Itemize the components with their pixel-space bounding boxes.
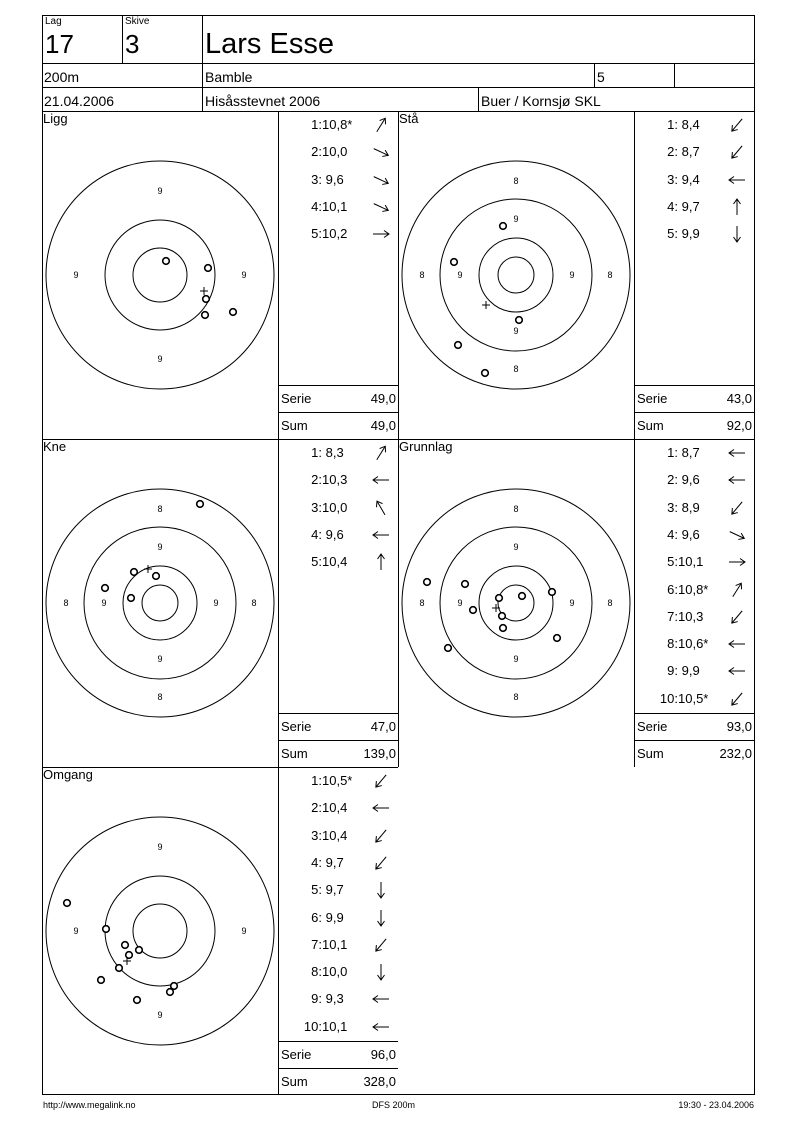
- shot-hole: [230, 309, 237, 316]
- ring-label: 8: [419, 270, 425, 280]
- ring-label: 9: [213, 598, 219, 608]
- shot-hole: [203, 296, 210, 303]
- shot-hole: [549, 589, 556, 596]
- shot-row: [280, 500, 398, 516]
- shot-hole: [205, 265, 212, 272]
- direction-arrow-icon: [372, 444, 390, 462]
- direction-arrow-icon: [372, 963, 390, 981]
- target-ring: [402, 161, 630, 389]
- ring-label: 9: [457, 270, 463, 280]
- shot-hole: [500, 223, 507, 230]
- shot-hole: [116, 965, 123, 972]
- lag-value: 17: [45, 29, 74, 59]
- shot-hole: [136, 947, 143, 954]
- shot-value: 8,9: [678, 499, 700, 515]
- center-of-group-cross: [492, 604, 500, 612]
- shot-number: 1:: [311, 773, 322, 788]
- center-of-group-cross: [200, 287, 208, 295]
- shot-value: 10,8*: [678, 581, 709, 597]
- direction-arrow-icon: [728, 116, 746, 134]
- shot-row: [280, 991, 398, 1007]
- shot-row: [636, 609, 754, 625]
- shot-number: 6:: [667, 581, 678, 597]
- ring-label: 9: [569, 598, 575, 608]
- section-title: Ligg: [43, 111, 68, 126]
- sum-label: Sum: [637, 746, 664, 761]
- shot-value: 10,4: [322, 827, 348, 843]
- sum-value: 139,0: [363, 746, 396, 761]
- shot-value: 10,5*: [678, 690, 709, 706]
- shot-row: [280, 1019, 398, 1035]
- footer-url[interactable]: http://www.megalink.no: [43, 1100, 136, 1110]
- shot-hole: [470, 607, 477, 614]
- shot-hole: [462, 581, 469, 588]
- ring-label: 9: [513, 542, 519, 552]
- shot-row: [636, 226, 754, 242]
- shot-hole: [163, 258, 170, 265]
- shot-value: 8,7: [678, 144, 700, 160]
- direction-arrow-icon: [728, 581, 746, 599]
- shot-number: 3:: [311, 499, 322, 515]
- shot-number: 5:: [311, 226, 322, 242]
- shot-row: [280, 800, 398, 816]
- serie-row: [637, 720, 752, 734]
- shot-row: [636, 172, 754, 188]
- ring-label: 9: [157, 186, 163, 196]
- shot-hole: [482, 370, 489, 377]
- shot-hole: [153, 573, 160, 580]
- shot-row: [280, 937, 398, 953]
- shot-value: 10,2: [322, 226, 348, 242]
- serie-row: [281, 1048, 396, 1062]
- ring-label: 9: [157, 1010, 163, 1020]
- shot-hole: [197, 501, 204, 508]
- shot-value: 10,1: [322, 936, 348, 952]
- shot-value: 10,0: [322, 144, 348, 160]
- serie-value: 93,0: [726, 719, 752, 734]
- shot-row: [280, 117, 398, 133]
- direction-arrow-icon: [372, 909, 390, 927]
- shot-number: 10:: [303, 1018, 322, 1034]
- shot-value: 10,5*: [322, 773, 353, 788]
- shot-value: 10,1: [322, 198, 348, 214]
- shot-row: [280, 855, 398, 871]
- ring-label: 8: [607, 270, 613, 280]
- direction-arrow-icon: [728, 143, 746, 161]
- sum-row: [637, 419, 752, 433]
- shot-hole: [445, 645, 452, 652]
- shot-value: 10,8*: [322, 117, 353, 132]
- ring-label: 9: [157, 654, 163, 664]
- shot-hole: [499, 613, 506, 620]
- club: Bamble: [205, 69, 253, 85]
- lag-label: Lag: [45, 16, 62, 27]
- shot-value: 9,7: [678, 198, 700, 214]
- shot-hole: [167, 989, 174, 996]
- ring-label: 9: [513, 326, 519, 336]
- target-kne: [42, 488, 278, 718]
- ring-label: 8: [251, 598, 257, 608]
- direction-arrow-icon: [372, 116, 390, 134]
- shot-hole: [451, 259, 458, 266]
- shot-number: 4:: [667, 198, 678, 214]
- skive-value: 3: [125, 29, 140, 59]
- ring-label: 9: [513, 214, 519, 224]
- shot-row: [636, 500, 754, 516]
- shot-value: 8,7: [678, 445, 700, 460]
- shot-value: 10,0: [322, 499, 348, 515]
- range: Buer / Kornsjø SKL: [481, 93, 601, 109]
- shot-row: [280, 828, 398, 844]
- shot-value: 9,6: [678, 472, 700, 488]
- shot-number: 1:: [667, 445, 678, 460]
- shot-number: 7:: [311, 936, 322, 952]
- shot-number: 4:: [667, 526, 678, 542]
- shot-number: 2:: [311, 144, 322, 160]
- shooter-name: Lars Esse: [205, 28, 334, 60]
- date: 21.04.2006: [44, 93, 115, 109]
- shot-number: 2:: [311, 472, 322, 488]
- shot-hole: [134, 997, 141, 1004]
- ring-label: 8: [157, 692, 163, 702]
- direction-arrow-icon: [372, 526, 390, 544]
- serie-value: 47,0: [370, 719, 396, 734]
- target-ring: [402, 489, 630, 717]
- shot-hole: [455, 342, 462, 349]
- target-ring: [123, 566, 197, 640]
- section-title: Stå: [399, 111, 419, 126]
- ring-label: 8: [607, 598, 613, 608]
- direction-arrow-icon: [728, 553, 746, 571]
- shot-number: 1:: [311, 445, 322, 460]
- serie-row: [281, 720, 396, 734]
- sum-value: 49,0: [370, 418, 396, 433]
- target-grunnlag: [398, 488, 634, 718]
- shot-number: 1:: [667, 117, 678, 132]
- serie-value: 96,0: [370, 1047, 396, 1062]
- shot-row: [280, 226, 398, 242]
- class: 5: [597, 69, 605, 85]
- target-ring: [133, 248, 187, 302]
- direction-arrow-icon: [372, 1018, 390, 1036]
- shot-value: 9,4: [678, 171, 700, 187]
- shot-number: 4:: [311, 198, 322, 214]
- shot-row: [280, 199, 398, 215]
- target-ring: [479, 238, 553, 312]
- shot-value: 10,0: [322, 964, 348, 980]
- shot-row: [636, 144, 754, 160]
- shot-row: [280, 910, 398, 926]
- footer-timestamp: 19:30 - 23.04.2006: [678, 1100, 754, 1110]
- skive-label: Skive: [125, 16, 150, 27]
- sum-row: [281, 419, 396, 433]
- direction-arrow-icon: [372, 198, 390, 216]
- shot-number: 9:: [311, 991, 322, 1007]
- center-of-group-cross: [482, 301, 490, 309]
- shot-row: [636, 691, 754, 707]
- shot-row: [636, 117, 754, 133]
- ring-label: 8: [513, 176, 519, 186]
- shot-hole: [64, 900, 71, 907]
- ring-label: 8: [63, 598, 69, 608]
- ring-label: 9: [73, 926, 79, 936]
- shot-row: [280, 472, 398, 488]
- direction-arrow-icon: [372, 171, 390, 189]
- serie-value: 49,0: [370, 391, 396, 406]
- direction-arrow-icon: [728, 635, 746, 653]
- serie-label: Serie: [281, 391, 312, 406]
- shot-row: [636, 554, 754, 570]
- sum-label: Sum: [281, 746, 308, 761]
- shot-value: 10,1: [678, 554, 704, 570]
- direction-arrow-icon: [728, 608, 746, 626]
- shot-number: 8:: [667, 636, 678, 652]
- ring-label: 9: [101, 598, 107, 608]
- serie-value: 43,0: [726, 391, 752, 406]
- shot-value: 10,4: [322, 800, 348, 816]
- shot-number: 3:: [311, 827, 322, 843]
- shot-number: 7:: [667, 608, 678, 624]
- shot-hole: [131, 569, 138, 576]
- ring-label: 8: [419, 598, 425, 608]
- ring-label: 9: [157, 542, 163, 552]
- shot-value: 9,6: [322, 526, 344, 542]
- shot-row: [280, 527, 398, 543]
- sum-value: 92,0: [726, 418, 752, 433]
- sum-row: [281, 747, 396, 761]
- direction-arrow-icon: [728, 171, 746, 189]
- direction-arrow-icon: [372, 499, 390, 517]
- shot-value: 10,6*: [678, 636, 709, 652]
- shot-number: 3:: [667, 499, 678, 515]
- serie-row: [281, 392, 396, 406]
- shot-number: 5:: [667, 554, 678, 570]
- center-of-group-cross: [144, 565, 152, 573]
- shot-hole: [500, 625, 507, 632]
- shot-hole: [98, 977, 105, 984]
- direction-arrow-icon: [372, 471, 390, 489]
- direction-arrow-icon: [728, 662, 746, 680]
- shot-hole: [128, 595, 135, 602]
- target-ring: [498, 257, 534, 293]
- sum-row: [637, 747, 752, 761]
- shot-value: 9,9: [678, 226, 700, 242]
- direction-arrow-icon: [372, 936, 390, 954]
- serie-label: Serie: [281, 719, 312, 734]
- shot-hole: [424, 579, 431, 586]
- ring-label: 8: [513, 692, 519, 702]
- shot-hole: [516, 317, 523, 324]
- shot-row: [280, 445, 398, 461]
- direction-arrow-icon: [372, 881, 390, 899]
- shot-hole: [519, 593, 526, 600]
- direction-arrow-icon: [728, 471, 746, 489]
- ring-label: 9: [157, 842, 163, 852]
- shot-hole: [202, 312, 209, 319]
- ring-label: 9: [241, 926, 247, 936]
- sum-value: 328,0: [363, 1074, 396, 1089]
- shot-number: 6:: [311, 909, 322, 925]
- shot-number: 3:: [667, 171, 678, 187]
- target-ring: [479, 566, 553, 640]
- target-ring: [105, 220, 215, 330]
- shot-hole: [496, 595, 503, 602]
- target-sta: [398, 160, 634, 390]
- shot-value: 9,9: [678, 663, 700, 679]
- shot-number: 4:: [311, 854, 322, 870]
- ring-label: 9: [569, 270, 575, 280]
- shot-row: [636, 636, 754, 652]
- shot-number: 5:: [667, 226, 678, 242]
- shot-row: [280, 964, 398, 980]
- target-ring: [46, 489, 274, 717]
- shot-row: [636, 582, 754, 598]
- target-omgang: [42, 816, 278, 1046]
- target-ligg: [42, 160, 278, 390]
- direction-arrow-icon: [372, 854, 390, 872]
- shot-number: 1:: [311, 117, 322, 132]
- sum-row: [281, 1075, 396, 1089]
- ring-label: 8: [513, 504, 519, 514]
- shot-number: 5:: [311, 554, 322, 570]
- ring-label: 9: [513, 654, 519, 664]
- shot-row: [280, 172, 398, 188]
- direction-arrow-icon: [728, 499, 746, 517]
- ring-label: 8: [157, 504, 163, 514]
- shot-number: 2:: [311, 800, 322, 816]
- section-title: Kne: [43, 439, 67, 454]
- target-ring: [142, 585, 178, 621]
- shot-value: 10,4: [322, 554, 348, 570]
- shot-row: [636, 445, 754, 461]
- section-title: Omgang: [43, 767, 93, 782]
- direction-arrow-icon: [372, 143, 390, 161]
- ring-label: 9: [457, 598, 463, 608]
- shot-number: 5:: [311, 882, 322, 898]
- ring-label: 9: [73, 270, 79, 280]
- direction-arrow-icon: [372, 225, 390, 243]
- shot-value: 9,7: [322, 854, 344, 870]
- shot-number: 3:: [311, 171, 322, 187]
- ring-label: 9: [157, 354, 163, 364]
- shot-number: 4:: [311, 526, 322, 542]
- event: Hisåsstevnet 2006: [205, 93, 321, 109]
- shot-hole: [102, 585, 109, 592]
- shot-row: [280, 144, 398, 160]
- shot-number: 2:: [667, 472, 678, 488]
- shot-value: 10,3: [322, 472, 348, 488]
- shot-row: [636, 527, 754, 543]
- shot-value: 8,3: [322, 445, 344, 460]
- sum-value: 232,0: [719, 746, 752, 761]
- footer-discipline: DFS 200m: [372, 1100, 416, 1110]
- sum-label: Sum: [637, 418, 664, 433]
- direction-arrow-icon: [372, 553, 390, 571]
- direction-arrow-icon: [728, 526, 746, 544]
- shot-value: 10,1: [322, 1018, 348, 1034]
- shot-row: [280, 882, 398, 898]
- shot-value: 9,7: [322, 882, 344, 898]
- distance: 200m: [44, 69, 80, 85]
- shot-hole: [122, 942, 129, 949]
- shot-hole: [554, 635, 561, 642]
- serie-label: Serie: [281, 1047, 312, 1062]
- shot-row: [636, 663, 754, 679]
- shot-value: 8,4: [678, 117, 700, 132]
- shot-number: 2:: [667, 144, 678, 160]
- direction-arrow-icon: [728, 198, 746, 216]
- shot-value: 9,3: [322, 991, 344, 1007]
- direction-arrow-icon: [372, 772, 390, 790]
- shot-row: [280, 554, 398, 570]
- shot-value: 10,3: [678, 608, 704, 624]
- shot-number: 8:: [311, 964, 322, 980]
- direction-arrow-icon: [728, 444, 746, 462]
- sum-label: Sum: [281, 418, 308, 433]
- shot-row: [636, 472, 754, 488]
- shot-row: [280, 773, 398, 789]
- shot-row: [636, 199, 754, 215]
- serie-label: Serie: [637, 391, 668, 406]
- shot-number: 10:: [659, 690, 678, 706]
- direction-arrow-icon: [372, 827, 390, 845]
- direction-arrow-icon: [728, 690, 746, 708]
- direction-arrow-icon: [372, 799, 390, 817]
- direction-arrow-icon: [372, 990, 390, 1008]
- shot-value: 9,6: [678, 526, 700, 542]
- shot-number: 9:: [667, 663, 678, 679]
- sum-label: Sum: [281, 1074, 308, 1089]
- ring-label: 8: [513, 364, 519, 374]
- direction-arrow-icon: [728, 225, 746, 243]
- serie-label: Serie: [637, 719, 668, 734]
- shot-value: 9,9: [322, 909, 344, 925]
- ring-label: 9: [241, 270, 247, 280]
- serie-row: [637, 392, 752, 406]
- section-title: Grunnlag: [399, 439, 453, 454]
- shot-value: 9,6: [322, 171, 344, 187]
- shot-hole: [103, 926, 110, 933]
